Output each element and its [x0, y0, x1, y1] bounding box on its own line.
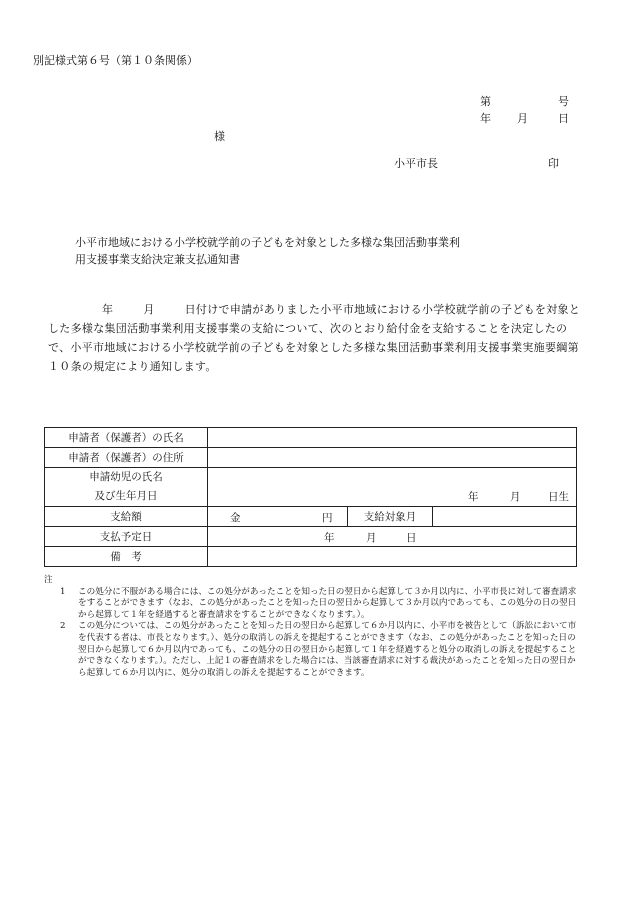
notes-heading: 注	[44, 575, 53, 585]
table-row	[45, 527, 577, 547]
document-title	[75, 234, 555, 268]
decision-table	[44, 427, 577, 567]
payment-year: 年	[324, 531, 335, 544]
date-year: 年	[480, 112, 491, 125]
document-number-prefix: 第	[480, 95, 491, 108]
body-year: 年	[102, 303, 114, 316]
issuer-name: 小平市長	[394, 157, 438, 170]
payment-date-value	[208, 527, 577, 547]
seal-mark: 印	[548, 157, 559, 170]
child-label-line-1: 申請幼児の氏名	[89, 471, 163, 483]
title-line-1: 小平市地域における小学校就学前の子どもを対象とした多様な集団活動事業利	[75, 236, 460, 249]
body-month: 月	[143, 303, 155, 316]
remarks-value	[208, 547, 577, 567]
table-row	[45, 468, 577, 507]
payment-day: 日	[406, 531, 417, 544]
document-number-suffix: 号	[558, 95, 569, 108]
form-label: 別記様式第６号（第１０条関係）	[33, 54, 198, 67]
note-number: 2	[60, 621, 66, 632]
title-line-2: 用支援事業支給決定兼支払通知書	[75, 253, 240, 266]
birth-month: 月	[510, 491, 521, 503]
amount-value	[208, 507, 348, 527]
amount-unit: 円	[322, 511, 333, 524]
applicant-address-label: 申請者（保護者）の住所	[45, 448, 208, 468]
note-text: この処分については、この処分があったことを知った日の翌日から起算して６か月以内に、小平市を被告として（訴訟において市を代表する者は、市長となります。）、処分の取消しの訴えを提起することができます（なお、この処分があったことを知った日の翌日から起算して６か月以内であっても、この処分の日の翌日から起算して１年を経過すると処分の取消しの訴えを提起することができなくなります。）。ただし、上記１の審査請求をした場合には、当該審査請求に対する裁決があったことを知った日の翌日から起算して６か月以内に、処分の取消しの訴えを提起することができます。	[78, 621, 577, 678]
note-text: この処分に不服がある場合には、この処分があったことを知った日の翌日から起算して３か月以内に、小平市長に対して審査請求をすることができます（なお、この処分があったことを知った日の翌日から起算して３か月以内であっても、この処分の日の翌日から起算して１年を経過すると審査請求をすることができなくなります。）。	[78, 586, 577, 620]
applicant-address-value	[208, 448, 577, 468]
recipient-honorific: 様	[214, 130, 225, 143]
body-text-start: 日付けで申請がありました小平市地域における小学校就学前の子ど	[184, 303, 524, 316]
target-month-value	[433, 507, 577, 527]
table-row	[45, 448, 577, 468]
payment-month: 月	[366, 531, 377, 544]
note-item	[44, 587, 584, 622]
applicant-name-value	[208, 428, 577, 448]
target-month-label: 支給対象月	[348, 507, 433, 527]
notice-paragraph	[48, 300, 584, 376]
date-month: 月	[517, 112, 528, 125]
payment-date-label: 支払予定日	[45, 527, 208, 547]
note-number: 1	[60, 586, 66, 597]
remarks-label: 備 考	[45, 547, 208, 567]
child-label	[45, 468, 208, 507]
birth-year: 年	[468, 491, 479, 503]
amount-label: 支給額	[45, 507, 208, 527]
date-day: 日	[558, 112, 569, 125]
table-row	[45, 428, 577, 448]
child-label-line-2: 及び生年月日	[94, 490, 158, 502]
body-text-rest: もを対象とした多様な集団活動事業利用支援事業の支給について、次のとおり給付金を支給することを決定したので、小平市地域における小学校就学前の子どもを対象とした多様な集団活動事業利用支援事業実施要綱第１０条の規定により通知します。	[48, 303, 581, 373]
note-item	[44, 621, 584, 679]
birth-day: 日生	[548, 491, 569, 503]
table-row	[45, 507, 577, 527]
child-value	[208, 468, 577, 507]
amount-prefix: 金	[230, 511, 241, 524]
applicant-name-label: 申請者（保護者）の氏名	[45, 428, 208, 448]
table-row	[45, 547, 577, 567]
notes-section	[44, 575, 584, 679]
